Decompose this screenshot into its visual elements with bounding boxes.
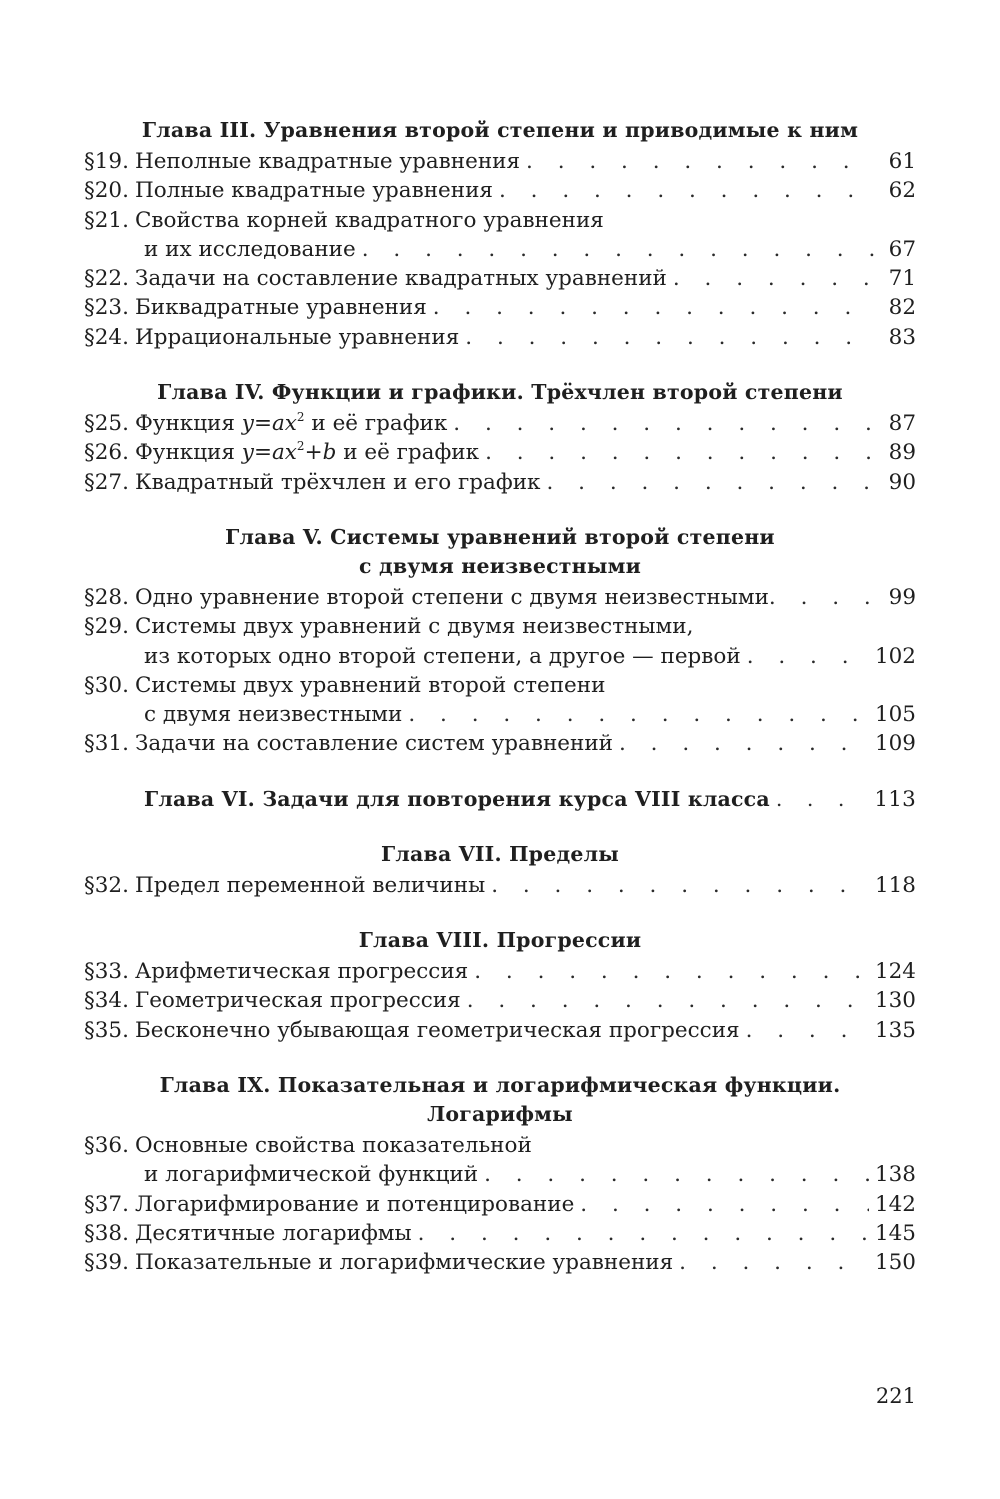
page-ref: 99 — [888, 584, 916, 610]
toc-entry[interactable] — [84, 612, 916, 671]
dot-leader — [484, 1160, 869, 1189]
chapter-6[interactable] — [84, 785, 916, 814]
toc-entry[interactable] — [84, 206, 916, 265]
section-title-continued: с двумя неизвестными — [144, 702, 403, 728]
section-number: §19. — [84, 149, 129, 174]
section-number: §38. — [84, 1220, 129, 1246]
section-number: §21. — [84, 207, 129, 233]
section-number: §32. — [84, 872, 129, 898]
table-of-contents — [84, 116, 916, 1277]
toc-entry[interactable] — [84, 1248, 916, 1277]
chapter-title: Глава VIII. Прогрессии — [358, 928, 642, 953]
dot-leader — [418, 1219, 869, 1248]
dot-leader — [485, 438, 876, 467]
section-title: Задачи на составление систем уравнений — [134, 731, 613, 757]
section-number: §28. — [84, 584, 129, 610]
section-title: Одно уравнение второй степени с двумя неизвестными — [134, 584, 769, 610]
dot-leader — [776, 785, 869, 814]
dot-leader — [747, 642, 869, 671]
section-number: §35. — [84, 1017, 129, 1043]
page-ref: 135 — [874, 1017, 916, 1043]
dot-leader — [465, 323, 876, 352]
formula: $y=ax^2+b$ — [241, 439, 337, 466]
chapter-title-row — [84, 785, 916, 814]
page-ref: 113 — [874, 786, 916, 812]
toc-entry[interactable] — [84, 957, 916, 986]
toc-entry[interactable] — [84, 1190, 916, 1219]
dot-leader — [546, 468, 876, 497]
chapter-title: Глава VI. Задачи для повторения курса VIII класса — [144, 786, 770, 811]
toc-entry[interactable] — [84, 729, 916, 758]
section-number: §25. — [84, 411, 129, 437]
section-number: §33. — [84, 959, 129, 985]
page-ref: 102 — [874, 643, 916, 669]
dot-leader — [491, 871, 869, 900]
page-ref: 90 — [888, 469, 916, 495]
chapter-5 — [84, 523, 916, 759]
page-ref: 109 — [874, 731, 916, 757]
dot-leader — [499, 176, 876, 205]
page-ref: 105 — [874, 702, 916, 728]
section-number: §37. — [84, 1191, 129, 1217]
chapter-8 — [84, 926, 916, 1045]
dot-leader — [580, 1190, 869, 1219]
section-number: §31. — [84, 731, 129, 757]
chapter-title: Глава IV. Функции и графики. Трёхчлен второй степени — [157, 380, 843, 405]
toc-entry[interactable] — [84, 147, 916, 176]
section-number: §39. — [84, 1250, 129, 1276]
toc-entry[interactable] — [84, 871, 916, 900]
dot-leader — [433, 293, 876, 322]
chapter-title: Глава VII. Пределы — [381, 841, 619, 866]
section-number: §34. — [84, 988, 129, 1014]
page-ref: 67 — [888, 236, 916, 262]
section-title: Бесконечно убывающая геометрическая прогрессия — [134, 1017, 740, 1043]
page-ref: 61 — [888, 149, 916, 174]
section-title: Иррациональные уравнения — [134, 324, 460, 350]
section-title-continued: из которых одно второй степени, а другое — первой — [144, 643, 741, 669]
section-title: Функция $y=ax^2+b$ и её график — [134, 439, 480, 466]
section-number: §36. — [84, 1132, 129, 1158]
page-ref: 87 — [888, 411, 916, 437]
page-ref: 145 — [874, 1220, 916, 1246]
page-ref: 83 — [888, 324, 916, 350]
section-title-continued: и их исследование — [144, 236, 356, 262]
chapter-9 — [84, 1071, 916, 1277]
toc-entry[interactable] — [84, 264, 916, 293]
toc-entry[interactable] — [84, 1016, 916, 1045]
toc-entry[interactable] — [84, 671, 916, 730]
formula: $y=ax^2$ — [241, 410, 305, 437]
section-title: Системы двух уравнений второй степени — [134, 672, 606, 698]
section-title: Неполные квадратные уравнения — [134, 149, 521, 174]
toc-entry[interactable] — [84, 1131, 916, 1190]
section-title: Свойства корней квадратного уравнения — [134, 207, 604, 233]
toc-entry[interactable] — [84, 583, 916, 612]
section-number: §24. — [84, 324, 129, 350]
dot-leader — [362, 235, 876, 264]
section-number: §29. — [84, 614, 129, 640]
toc-entry[interactable] — [84, 176, 916, 205]
toc-entry[interactable] — [84, 409, 916, 438]
dot-leader — [769, 583, 882, 612]
chapter-4 — [84, 378, 916, 497]
dot-leader — [467, 986, 869, 1015]
toc-entry[interactable] — [84, 1219, 916, 1248]
section-title: Геометрическая прогрессия — [134, 988, 461, 1014]
section-title: Показательные и логарифмические уравнения — [134, 1250, 674, 1276]
section-number: §22. — [84, 266, 129, 292]
section-number: §26. — [84, 440, 129, 466]
section-title: Предел переменной величины — [134, 872, 486, 898]
section-title: Логарифмирование и потенцирование — [134, 1191, 575, 1217]
page-ref: 89 — [888, 440, 916, 466]
section-number: §23. — [84, 295, 129, 321]
dot-leader — [453, 409, 876, 438]
section-title: Основные свойства показательной — [134, 1132, 532, 1158]
toc-entry[interactable] — [84, 986, 916, 1015]
section-number: §30. — [84, 672, 129, 698]
page-number: 221 — [875, 1384, 916, 1408]
section-title: Функция $y=ax^2$ и её график — [134, 410, 448, 437]
page-ref: 124 — [874, 959, 916, 985]
chapter-title: Глава V. Системы уравнений второй степени с двумя неизвестными — [225, 524, 775, 578]
section-title: Квадратный трёхчлен и его график — [134, 469, 541, 495]
section-title: Системы двух уравнений с двумя неизвестными, — [134, 614, 694, 640]
page-ref: 138 — [874, 1162, 916, 1188]
page-ref: 71 — [888, 266, 916, 292]
chapter-title: Глава IX. Показательная и логарифмическая функции. Логарифмы — [159, 1072, 841, 1126]
dot-leader — [474, 957, 869, 986]
toc-entry[interactable] — [84, 438, 916, 467]
section-title: Арифметическая прогрессия — [134, 959, 469, 985]
chapter-7 — [84, 840, 916, 900]
page-ref: 62 — [888, 178, 916, 204]
toc-entry[interactable] — [84, 323, 916, 352]
page-ref: 118 — [874, 872, 916, 898]
section-number: §27. — [84, 469, 129, 495]
dot-leader — [408, 700, 869, 729]
section-number: §20. — [84, 178, 129, 204]
page-ref: 82 — [888, 295, 916, 321]
section-title: Задачи на составление квадратных уравнений — [134, 266, 667, 292]
dot-leader — [746, 1016, 869, 1045]
page-ref: 150 — [874, 1250, 916, 1276]
section-title-continued: и логарифмической функций — [144, 1162, 479, 1188]
toc-entry[interactable] — [84, 468, 916, 497]
dot-leader — [619, 729, 869, 758]
chapter-title: Глава III. Уравнения второй степени и приводимые к ним — [141, 118, 859, 142]
chapter-3 — [84, 116, 916, 352]
toc-entry[interactable] — [84, 293, 916, 322]
page-ref: 142 — [874, 1191, 916, 1217]
dot-leader — [673, 264, 876, 293]
dot-leader — [526, 147, 876, 176]
section-title: Десятичные логарифмы — [134, 1220, 412, 1246]
page-ref: 130 — [874, 988, 916, 1014]
section-title: Полные квадратные уравнения — [134, 178, 493, 204]
dot-leader — [679, 1248, 869, 1277]
section-title: Биквадратные уравнения — [134, 295, 427, 321]
